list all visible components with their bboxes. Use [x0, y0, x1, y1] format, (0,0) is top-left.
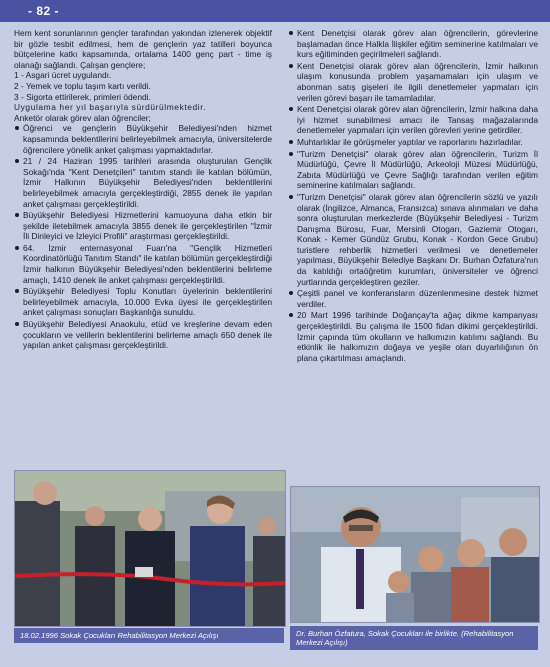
list-item: Öğrenci ve gençlerin Büyükşehir Belediyesi'nden hizmet kapsamında beklentilerini belirleyebilmek amacıyla, üniversitelerde öğrencilere yönelik anket çalışması yapmaktadırlar. [14, 123, 272, 155]
list-item: Büyükşehir Belediyesi Anaokulu, etüd ve kreşlerine devam eden çocukların ve velilerin beklentilerini belirleme amaçlı 650 denek ile yapılan anket çalışması gerçekleştirildi. [14, 319, 272, 351]
intro-line: Anketör olarak görev alan öğrenciler; [14, 112, 151, 123]
page-number: - 82 - [28, 4, 60, 18]
list-item: Kent Denetçisi olarak görev alan öğrencilerin, İzmir halkının ulaşım konusunda problem yaşamamaları için ulaşım ve abonman satış gişeleri ile ilgili denetlemeler yapmaları için verilen görevi başarı ile tamamladılar. [288, 61, 538, 103]
list-item: "Turizm Denetçisi" olarak görev alan öğrencilerin, Turizm İl Müdürlüğü, Çevre İl Müdürlüğü, Arkeoloji Müzesi Müdürlüğü, Zabıta Müdürlüğü ve Çevre Sağlığı tarafından verilen eğitim seminerine katılmaları sağlandı. [288, 149, 538, 191]
list-item: Kent Denetçisi olarak görev alan öğrencilerin, görevlerine başlamadan önce Halkla İlişkiler eğitim seminerine katılmaları ve kurs eğitiminden geçirilmeleri sağlandı. [288, 28, 538, 60]
list-item: Kent Denetçisi olarak görev alan öğrencilerin, İzmir halkına daha iyi hizmet sunabilmesi amacı ile Tansaş mağazalarında denetlemeler yapmaları için verilen görevleri yerine getirdiler. [288, 104, 538, 136]
left-bullet-list [14, 123, 272, 350]
intro-line: Uygulama her yıl başarıyla sürdürülmektedir. [14, 102, 207, 113]
list-item: 64. İzmir enternasyonal Fuarı'na "Gençlik Hizmetleri Koordinatörlüğü Tanıtım Standı" ile katılan bölümün gerçekleştirdiği İzmir halkının Büyükşehir Belediyesi'nden beklentilerini belirleme amaçlı, 1410 denek ile anket çalışması gerçekleştirildi. [14, 243, 272, 285]
intro-paragraph: Hem kent sorunlarının gençler tarafından yakından izlenerek objektif bir gözle tesbit edilmesi, hem de gençlerin yaz tatilleri boyunca bütçelerine katkı kapsamında, ortalama 1400 genç part - time iş olanağı sağlandı. Çalışan gençlere; [14, 28, 272, 70]
photo-caption: Dr. Burhan Özfatura, Sokak Çocukları ile birlikte. (Rehabilitasyon Merkezi Açılışı) [290, 626, 538, 650]
right-column [288, 28, 538, 364]
children-photo [290, 486, 540, 623]
intro-item: 3 - Sigorta ettirilerek, primleri ödendi. [14, 91, 151, 102]
ribbon-cutting-illustration [15, 471, 285, 626]
header-band [0, 0, 550, 22]
intro-item: 2 - Yemek ve toplu taşım kartı verildi. [14, 80, 151, 91]
list-item: 21 / 24 Haziran 1995 tarihleri arasında oluşturulan Gençlik Sokağı'nda "Kent Denetçileri" tanıtım standı ile katılan bölümün, İzmir Halkının Büyükşehir Belediyesi'nden beklentilerini belirleyebilmek amacıyla gerçekleştirdiği, 2855 denek ile yapılan anket çalışması gerçekleştirildi. [14, 156, 272, 209]
ribbon-cutting-photo [14, 470, 286, 627]
list-item: Büyükşehir Belediyesi Hizmetlerini kamuoyuna daha etkin bir şekilde iletebilmek amacıyla 3855 denek ile gerçekleştirilen "İzmir İli Dinleyici ve İzleyici Profili" araştırması gerçekleştirildi. [14, 210, 272, 242]
photo-caption: 18.02.1996 Sokak Çocukları Rehabilitasyon Merkezi Açılışı [14, 628, 284, 643]
list-item: "Turizm Denetçisi" olarak görev alan öğrencilerin sözlü ve yazılı olarak (İngilizce, Almanca, Fransızca) sınava alınmaları ve daha sonra oluşturulan merkezlerde (Büyükşehir Belediyesi - Turizm Danışma Bürosu, Fuar, Mersinli Otogarı, Gaziemir Otogarı, Konak - Kemer Gündüz Grubu, Konak - Kordon Gece Grubu) turistlere rehberlik hizmetleri verilmesi ve denetlemeler yapılması, Büyükşehir Belediye Başkanı Dr. Burhan Özfatura'nın da katıldığı ortaöğretim kurumları, üniversiteler ve öğrenci yurtlarında gerçekleştiren geziler. [288, 192, 538, 287]
right-bullet-list [288, 28, 538, 363]
list-item: Büyükşehir Belediyesi Toplu Konutları üyelerinin beklentilerini belirleyebilmek amacıyla, 10.000 Evka üyesi ile gerçekleştirilen anket çalışması sonuçları Başkanlığa sunuldu. [14, 286, 272, 318]
list-item: Muhtarlıklar ile görüşmeler yaptılar ve raporlarını hazırladılar. [288, 137, 538, 148]
list-item: Çeşitli panel ve konferansların düzenlenmesine destek hizmet verdiler. [288, 288, 538, 309]
list-item: 20 Mart 1996 tarihinde Doğançay'ta ağaç dikme kampanyası gerçekleştirildi. Bu çalışma ile 1500 fidan dikimi gerçekleştirildi. İzmir çapında tüm okulların ve halkımızın katılımı sağlandı. Bu etkinlik ile halkımızın doğaya ve yeşile olan duyarlılığının ön plana çıkartılması amaçlandı. [288, 310, 538, 363]
intro-item: 1 - Asgari ücret uygulandı. [14, 70, 112, 81]
children-illustration [291, 487, 539, 622]
left-column [14, 28, 272, 352]
